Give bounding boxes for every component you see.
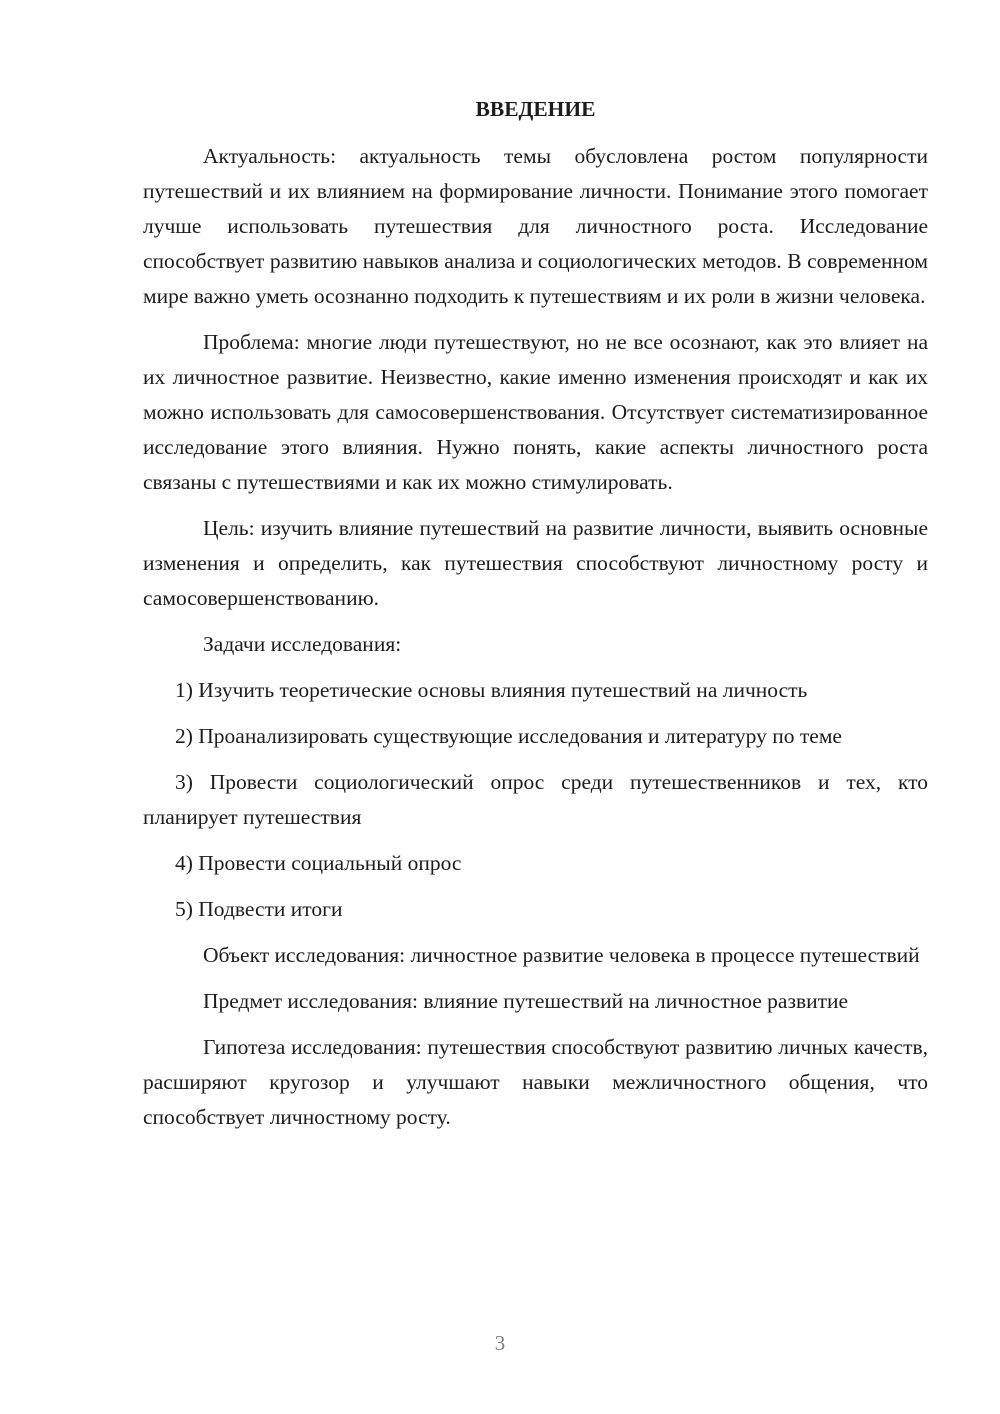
task-item-2: 2) Проанализировать существующие исследования и литературу по теме [175, 724, 842, 748]
section-title: ВВЕДЕНИЕ [475, 97, 596, 121]
paragraph-object: Объект исследования: личностное развитие человека в процессе путешествий [203, 943, 920, 967]
paragraph-relevance: Актуальность: актуальность темы обусловлена ростом популярности путешествий и их влиянием на формирование личности. Понимание этого помогает лучше использовать путешествия для личностного роста. Исследование способствует развитию навыков анализа и социологических методов. В современном мире важно уметь осознанно подходить к путешествиям и их роли в жизни человека. [143, 144, 928, 308]
paragraph-problem: Проблема: многие люди путешествуют, но не все осознают, как это влияет на их личностное развитие. Неизвестно, какие именно изменения происходят и как их можно использовать для самосовершенствования. Отсутствует систематизированное исследование этого влияния. Нужно понять, какие аспекты личностного роста связаны с путешествиями и как их можно стимулировать. [143, 330, 928, 494]
paragraph-subject: Предмет исследования: влияние путешествий на личностное развитие [203, 989, 849, 1013]
task-item-1: 1) Изучить теоретические основы влияния путешествий на личность [175, 678, 808, 702]
page-number: 3 [494, 1331, 506, 1355]
document-page [143, 92, 928, 1146]
paragraph-hypothesis: Гипотеза исследования: путешествия способствуют развитию личных качеств, расширяют кругозор и улучшают навыки межличностного общения, что способствует личностному росту. [143, 1035, 928, 1129]
paragraph-goal: Цель: изучить влияние путешествий на развитие личности, выявить основные изменения и определить, как путешествия способствуют личностному росту и самосовершенствованию. [143, 516, 928, 610]
tasks-heading: Задачи исследования: [203, 632, 402, 656]
task-item-3: 3) Провести социологический опрос среди путешественников и тех, кто планирует путешествия [143, 770, 928, 829]
task-item-4: 4) Провести социальный опрос [175, 851, 462, 875]
task-item-5: 5) Подвести итоги [175, 897, 343, 921]
